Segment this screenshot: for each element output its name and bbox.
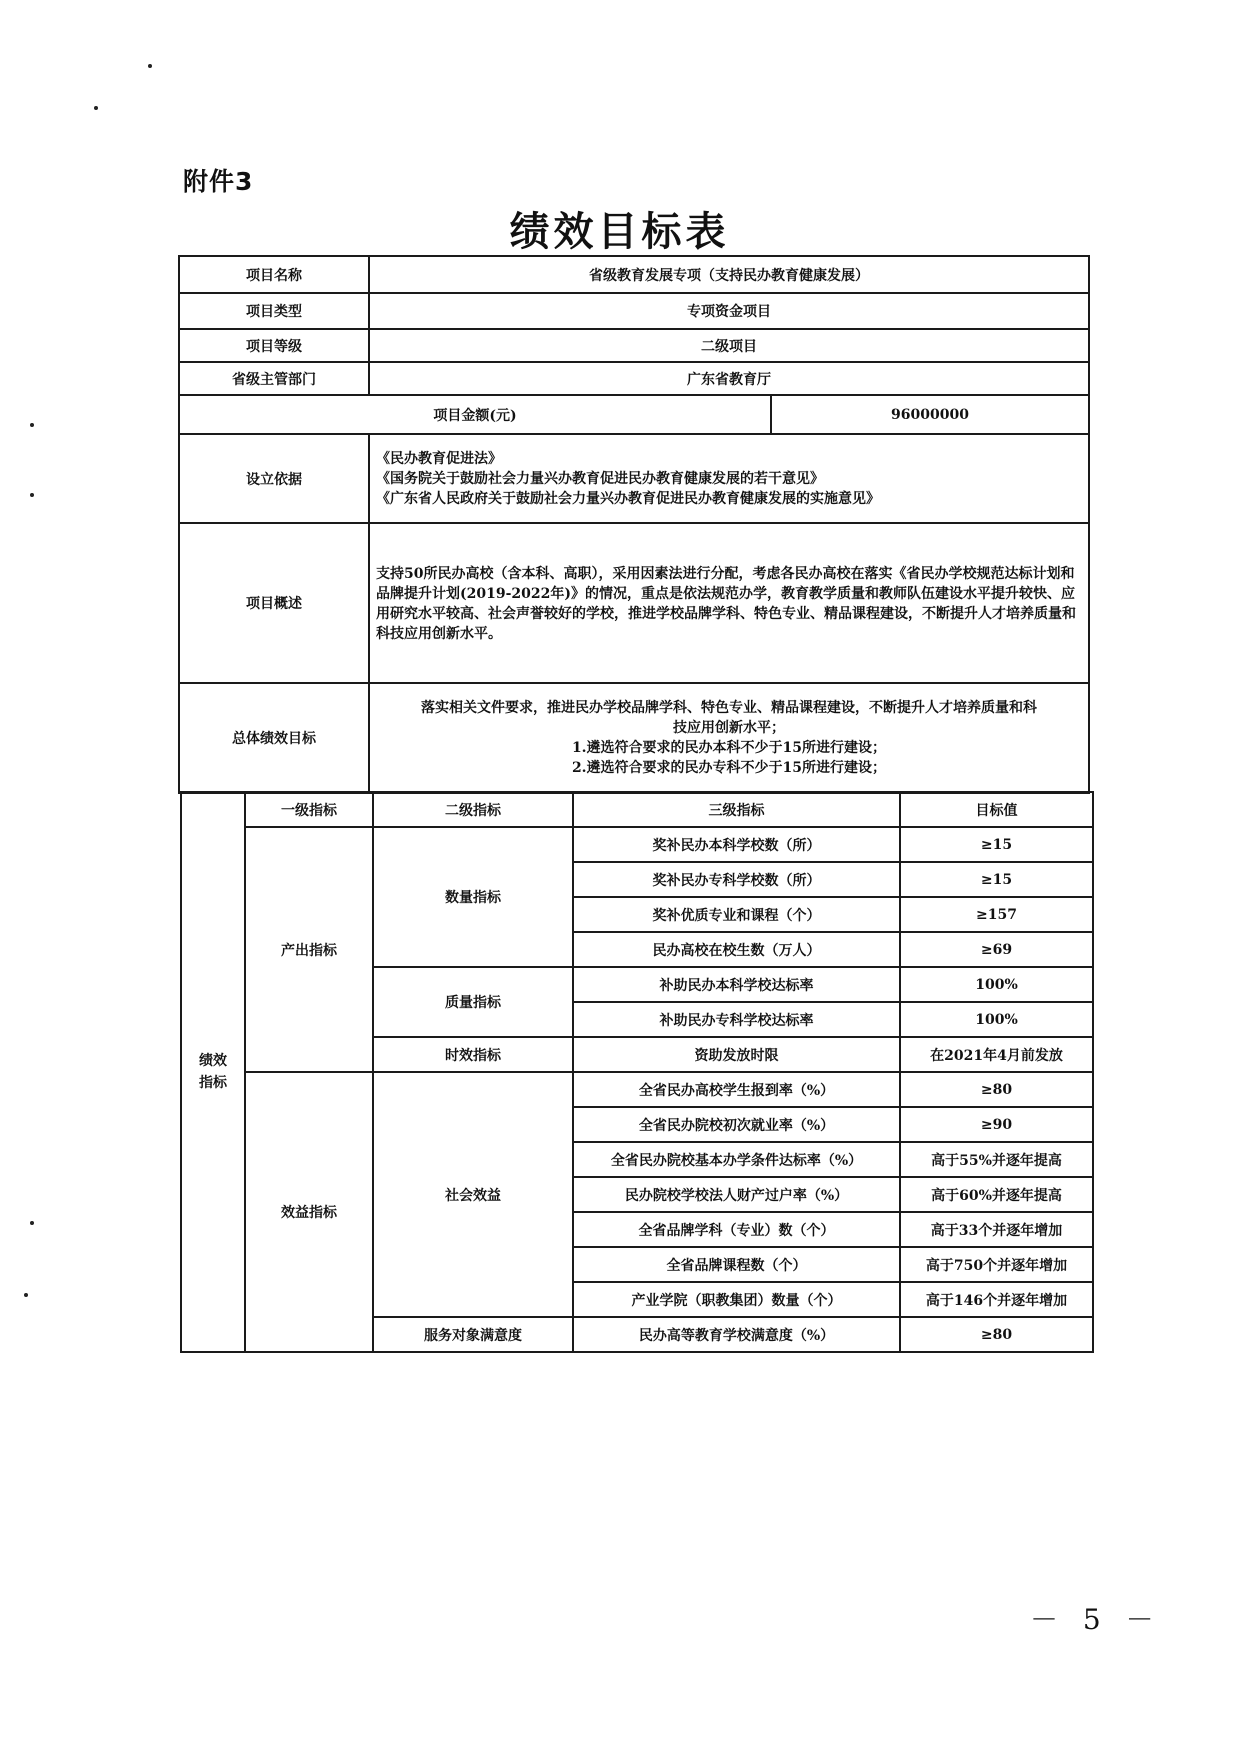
indicator-target: ≥15 (900, 862, 1093, 897)
project-level-label: 项目等级 (179, 329, 369, 362)
project-type-value: 专项资金项目 (369, 293, 1089, 329)
indicator-target: 高于750个并逐年增加 (900, 1247, 1093, 1282)
project-name-value: 省级教育发展专项（支持民办教育健康发展） (369, 256, 1089, 293)
dept-label: 省级主管部门 (179, 362, 369, 395)
indicator-target: ≥90 (900, 1107, 1093, 1142)
page-title: 绩效目标表 (509, 208, 730, 255)
scan-speck (24, 1293, 28, 1297)
indicator-target: 在2021年4月前发放 (900, 1037, 1093, 1072)
indicator-name: 全省品牌课程数（个） (573, 1247, 900, 1282)
table-row (179, 683, 1089, 793)
indicator-target: ≥15 (900, 827, 1093, 862)
table-row (179, 293, 1089, 329)
kpi-section-label: 绩效指标 (181, 792, 245, 1352)
page-number: － 5 － (1030, 1603, 1162, 1636)
indicator-name: 补助民办专科学校达标率 (573, 1002, 900, 1037)
indicator-target: 100% (900, 967, 1093, 1002)
indicator-target: 高于60%并逐年提高 (900, 1177, 1093, 1212)
indicator-name: 奖补民办本科学校数（所） (573, 827, 900, 862)
table-row (179, 256, 1089, 293)
table-row (179, 434, 1089, 523)
project-name-label: 项目名称 (179, 256, 369, 293)
indicator-target: ≥157 (900, 897, 1093, 932)
table-row (181, 1072, 1093, 1107)
kpi-header-row (181, 792, 1093, 827)
goal-line: 落实相关文件要求，推进民办学校品牌学科、特色专业、精品课程建设，不断提升人才培养质量和科 (421, 700, 1037, 716)
indicator-name: 全省民办院校基本办学条件达标率（%） (573, 1142, 900, 1177)
goal-line: 技应用创新水平； (673, 720, 785, 736)
indicator-target: 高于55%并逐年提高 (900, 1142, 1093, 1177)
scan-speck (30, 493, 34, 497)
social-benefit-label: 社会效益 (373, 1072, 573, 1317)
attachment-label: 附件3 (183, 167, 254, 196)
goal-line: 1.遴选符合要求的民办本科不少于15所进行建设； (571, 740, 887, 756)
indicator-name: 补助民办本科学校达标率 (573, 967, 900, 1002)
table-row (181, 827, 1093, 862)
indicator-target: ≥69 (900, 932, 1093, 967)
output-indicator-label: 产出指标 (245, 827, 373, 1072)
kpi-table (180, 791, 1094, 1353)
quality-indicator-label: 质量指标 (373, 967, 573, 1037)
goal-label: 总体绩效目标 (179, 683, 369, 793)
basis-line: 《广东省人民政府关于鼓励社会力量兴办教育促进民办教育健康发展的实施意见》 (376, 490, 880, 507)
quantity-indicator-label: 数量指标 (373, 827, 573, 967)
project-type-label: 项目类型 (179, 293, 369, 329)
project-info-table (178, 255, 1090, 794)
basis-line: 《民办教育促进法》 (376, 450, 502, 467)
indicator-name: 全省品牌学科（专业）数（个） (573, 1212, 900, 1247)
indicator-name: 民办院校学校法人财产过户率（%） (573, 1177, 900, 1212)
goal-line: 2.遴选符合要求的民办专科不少于15所进行建设； (571, 760, 887, 776)
table-row (179, 362, 1089, 395)
overview-value: 支持50所民办高校（含本科、高职），采用因素法进行分配，考虑各民办高校在落实《省民办学校规范达标计划和品牌提升计划(2019-2022年)》的情况，重点是依法规范办学，教育教学质量和教师队伍建设水平提升较快、应用研究水平较高、社会声誉较好的学校，推进学校品牌学科、特色专业、精品课程建设，不断提升人才培养质量和科技应用创新水平。 (369, 523, 1089, 683)
basis-value (369, 434, 1089, 523)
table-row (179, 523, 1089, 683)
indicator-name: 全省民办院校初次就业率（%） (573, 1107, 900, 1142)
indicator-name: 民办高等教育学校满意度（%） (573, 1317, 900, 1352)
amount-label: 项目金额(元) (179, 395, 771, 434)
indicator-target: ≥80 (900, 1072, 1093, 1107)
indicator-target: ≥80 (900, 1317, 1093, 1352)
header-level2: 二级指标 (373, 792, 573, 827)
header-level1: 一级指标 (245, 792, 373, 827)
goal-value (369, 683, 1089, 793)
overview-label: 项目概述 (179, 523, 369, 683)
table-row (179, 395, 1089, 434)
indicator-target: 高于146个并逐年增加 (900, 1282, 1093, 1317)
indicator-name: 民办高校在校生数（万人） (573, 932, 900, 967)
amount-value: 96000000 (771, 395, 1089, 434)
satisfaction-indicator-label: 服务对象满意度 (373, 1317, 573, 1352)
indicator-name: 奖补优质专业和课程（个） (573, 897, 900, 932)
benefit-indicator-label: 效益指标 (245, 1072, 373, 1352)
scan-speck (30, 423, 34, 427)
indicator-name: 奖补民办专科学校数（所） (573, 862, 900, 897)
indicator-target: 100% (900, 1002, 1093, 1037)
table-row (179, 329, 1089, 362)
basis-label: 设立依据 (179, 434, 369, 523)
basis-line: 《国务院关于鼓励社会力量兴办教育促进民办教育健康发展的若干意见》 (376, 470, 824, 487)
header-target: 目标值 (900, 792, 1093, 827)
indicator-name: 全省民办高校学生报到率（%） (573, 1072, 900, 1107)
indicator-name: 产业学院（职教集团）数量（个） (573, 1282, 900, 1317)
indicator-name: 资助发放时限 (573, 1037, 900, 1072)
scan-speck (94, 106, 98, 110)
header-level3: 三级指标 (573, 792, 900, 827)
dept-value: 广东省教育厅 (369, 362, 1089, 395)
scan-speck (148, 64, 152, 68)
project-level-value: 二级项目 (369, 329, 1089, 362)
timeliness-indicator-label: 时效指标 (373, 1037, 573, 1072)
indicator-target: 高于33个并逐年增加 (900, 1212, 1093, 1247)
scan-speck (30, 1221, 34, 1225)
